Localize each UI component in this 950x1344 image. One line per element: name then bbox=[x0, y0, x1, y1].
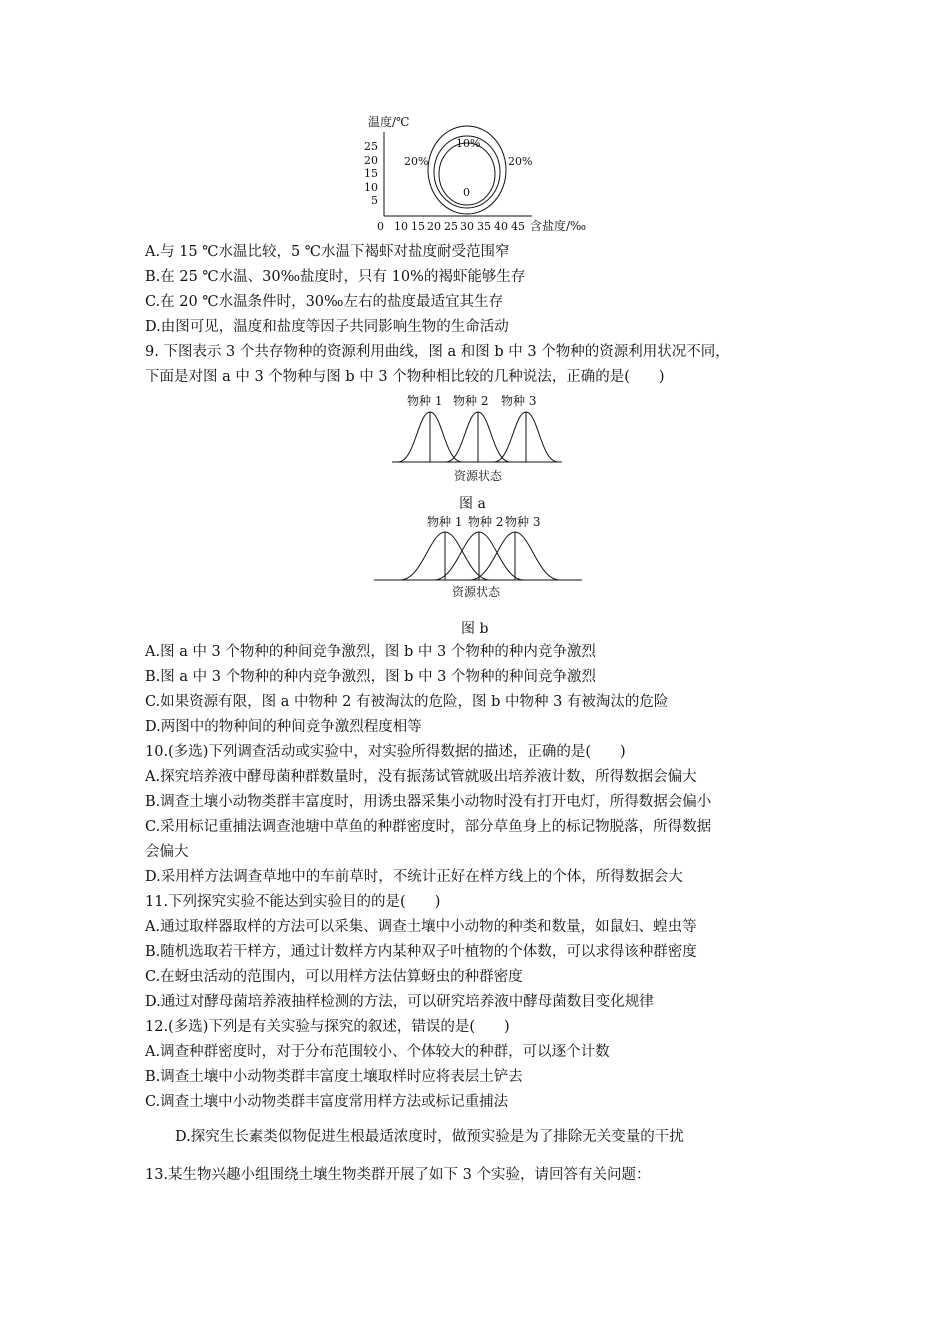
contour-label-0: 0 bbox=[463, 186, 470, 199]
q12-option-b: B.调查土壤中小动物类群丰富度土壤取样时应将表层土铲去 bbox=[145, 1069, 523, 1085]
contour-label-20-left: 20% bbox=[404, 155, 429, 168]
q9-option-c: C.如果资源有限，图 a 中物种 2 有被淘汰的危险，图 b 中物种 3 有被淘汰的危险 bbox=[145, 694, 669, 710]
x-tick-45: 45 bbox=[511, 220, 525, 233]
q12-stem: 12.(多选)下列是有关实验与探究的叙述，错误的是( ) bbox=[145, 1019, 510, 1035]
q9-stem-line2: 下面是对图 a 中 3 个物种与图 b 中 3 个物种相比较的几种说法，正确的是( ) bbox=[145, 369, 665, 385]
y-tick-25: 25 bbox=[364, 140, 378, 153]
q10-option-c: C.采用标记重捕法调查池塘中草鱼的种群密度时，部分草鱼身上的标记物脱落，所得数据 bbox=[145, 819, 712, 835]
x-tick-40: 40 bbox=[494, 220, 508, 233]
y-axis-label: 温度/℃ bbox=[368, 115, 410, 129]
fig-a-species-1: 物种 1 bbox=[407, 394, 443, 408]
q9-option-d: D.两图中的物种间的种间竞争激烈程度相等 bbox=[145, 719, 422, 735]
x-tick-0: 0 bbox=[377, 220, 384, 233]
fig-b-species-1: 物种 1 bbox=[427, 515, 463, 529]
q8-option-a: A.与 15 ℃水温比较，5 ℃水温下褐虾对盐度耐受范围窄 bbox=[145, 244, 510, 260]
q11-option-d: D.通过对酵母菌培养液抽样检测的方法，可以研究培养液中酵母菌数目变化规律 bbox=[145, 994, 654, 1010]
q10-stem: 10.(多选)下列调查活动或实验中，对实验所得数据的描述，正确的是( ) bbox=[145, 744, 626, 760]
fig-a-caption: 图 a bbox=[459, 496, 486, 512]
x-tick-15: 15 bbox=[411, 220, 425, 233]
q11-option-b: B.随机选取若干样方，通过计数样方内某种双子叶植物的个体数，可以求得该种群密度 bbox=[145, 944, 697, 960]
figure-a bbox=[390, 392, 570, 487]
q9-option-a: A.图 a 中 3 个物种的种间竞争激烈，图 b 中 3 个物种的种内竞争激烈 bbox=[145, 644, 596, 660]
x-tick-10: 10 bbox=[394, 220, 408, 233]
salinity-temperature-figure bbox=[360, 112, 600, 234]
q8-option-c: C.在 20 ℃水温条件时，30‰左右的盐度最适宜其生存 bbox=[145, 294, 503, 310]
q11-option-a: A.通过取样器取样的方法可以采集、调查土壤中小动物的种类和数量，如鼠妇、蝗虫等 bbox=[145, 919, 697, 935]
q9-stem-line1: 9. 下图表示 3 个共存物种的资源利用曲线，图 a 和图 b 中 3 个物种的资源利用状况不同， bbox=[145, 344, 730, 360]
fig-a-species-2: 物种 2 bbox=[453, 394, 489, 408]
q12-option-a: A.调查种群密度时，对于分布范围较小、个体较大的种群，可以逐个计数 bbox=[145, 1044, 610, 1060]
contour-label-10: 10% bbox=[456, 137, 481, 150]
contour-label-20-right: 20% bbox=[508, 155, 533, 168]
fig-b-x-label: 资源状态 bbox=[452, 585, 501, 599]
x-tick-25: 25 bbox=[444, 220, 458, 233]
fig-a-species-3: 物种 3 bbox=[501, 394, 537, 408]
x-tick-35: 35 bbox=[477, 220, 491, 233]
fig-b-species-3: 物种 3 bbox=[505, 515, 541, 529]
q12-option-d: D.探究生长素类似物促进生根最适浓度时，做预实验是为了排除无关变量的干扰 bbox=[175, 1129, 684, 1145]
y-tick-10: 10 bbox=[364, 181, 378, 194]
figure-b bbox=[370, 512, 585, 602]
x-tick-20: 20 bbox=[427, 220, 441, 233]
q10-option-c-cont: 会偏大 bbox=[145, 844, 189, 860]
q8-option-b: B.在 25 ℃水温、30‰盐度时，只有 10%的褐虾能够生存 bbox=[145, 269, 526, 285]
q11-stem: 11.下列探究实验不能达到实验目的的是( ) bbox=[145, 894, 441, 910]
fig-b-species-2: 物种 2 bbox=[468, 515, 504, 529]
q10-option-d: D.采用样方法调查草地中的车前草时，不统计正好在样方线上的个体，所得数据会大 bbox=[145, 869, 683, 885]
q8-option-d: D.由图可见，温度和盐度等因子共同影响生物的生命活动 bbox=[145, 319, 509, 335]
q11-option-c: C.在蚜虫活动的范围内，可以用样方法估算蚜虫的种群密度 bbox=[145, 969, 523, 985]
q12-option-c: C.调查土壤中小动物类群丰富度常用样方法或标记重捕法 bbox=[145, 1094, 509, 1110]
y-tick-15: 15 bbox=[364, 167, 378, 180]
y-tick-20: 20 bbox=[364, 154, 378, 167]
q13-stem: 13.某生物兴趣小组围绕土壤生物类群开展了如下 3 个实验，请回答有关问题： bbox=[145, 1167, 651, 1183]
y-tick-5: 5 bbox=[371, 194, 378, 207]
q10-option-a: A.探究培养液中酵母菌种群数量时，没有振荡试管就吸出培养液计数，所得数据会偏大 bbox=[145, 769, 697, 785]
x-axis-label: 含盐度/‰ bbox=[530, 219, 587, 233]
x-tick-30: 30 bbox=[460, 220, 474, 233]
fig-a-x-label: 资源状态 bbox=[454, 469, 503, 483]
q10-option-b: B.调查土壤小动物类群丰富度时，用诱虫器采集小动物时没有打开电灯，所得数据会偏小 bbox=[145, 794, 712, 810]
fig-b-caption: 图 b bbox=[461, 621, 489, 637]
q9-option-b: B.图 a 中 3 个物种的种内竞争激烈，图 b 中 3 个物种的种间竞争激烈 bbox=[145, 669, 597, 685]
